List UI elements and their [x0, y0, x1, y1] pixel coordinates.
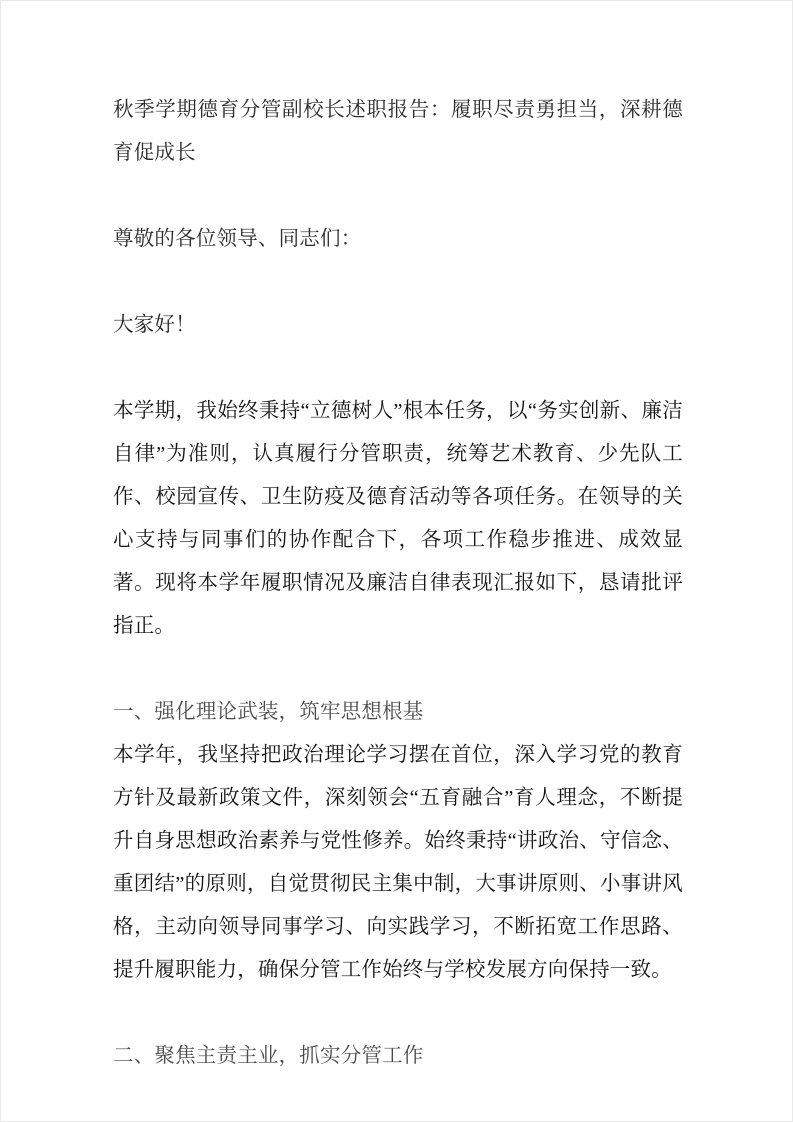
section-heading-2: 二、聚焦主责主业，抓实分管工作 — [113, 1045, 424, 1067]
spacer — [113, 992, 683, 1035]
greeting-line: 大家好！ — [113, 314, 196, 336]
salutation-line: 尊敬的各位领导、同志们： — [113, 228, 362, 250]
spacer — [113, 648, 683, 691]
intro-paragraph: 本学期，我始终秉持“立德树人”根本任务，以“务实创新、廉洁自律”为准则，认真履行分管职责，统筹艺术教育、少先队工作、校园宣传、卫生防疫及德育活动等各项任务。在领导的关心支持与同事们的协作配合下，各项工作稳步推进、成效显著。现将本学年履职情况及廉洁自律表现汇报如下，恳请批评指正。 — [113, 400, 683, 637]
spacer — [113, 347, 683, 390]
section-paragraph-1: 本学年，我坚持把政治理论学习摆在首位，深入学习党的教育方针及最新政策文件，深刻领会“五育融合”育人理念，不断提升自身思想政治素养与党性修养。始终秉持“讲政治、守信念、重团结”的原则，自觉贯彻民主集中制，大事讲原则、小事讲风格，主动向领导同事学习、向实践学习，不断拓宽工作思路、提升履职能力，确保分管工作始终与学校发展方向保持一致。 — [113, 744, 683, 981]
document-text-body — [113, 89, 683, 1078]
document-title: 秋季学期德育分管副校长述职报告：履职尽责勇担当，深耕德育促成长 — [113, 99, 683, 164]
spacer — [113, 261, 683, 304]
section-heading-1: 一、强化理论武装，筑牢思想根基 — [113, 701, 424, 723]
